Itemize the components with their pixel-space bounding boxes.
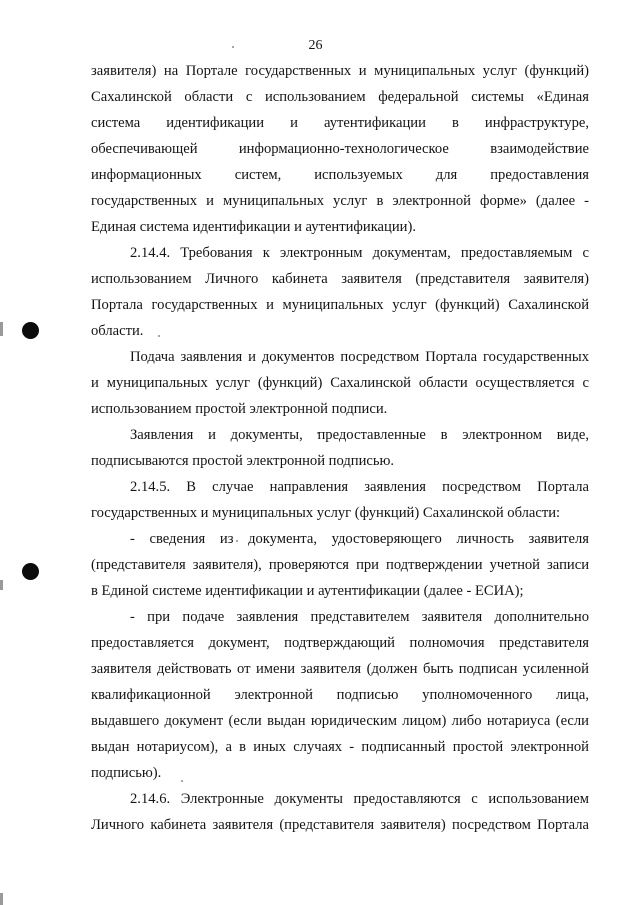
text-line: области. bbox=[91, 323, 144, 339]
text-line: Портала государственных и муниципальных услуг (функций) Сахалинской bbox=[91, 297, 589, 313]
page-number: 26 bbox=[308, 38, 323, 53]
text-line: Личного кабинета заявителя (представителя заявителя) посредством Портала bbox=[91, 817, 589, 833]
text-line: 2.14.6. Электронные документы предоставляются с использованием bbox=[130, 791, 589, 807]
binder-hole-top bbox=[22, 322, 39, 339]
text-line: информационных систем, используемых для предоставления bbox=[91, 167, 589, 183]
text-line: Единая система идентификации и аутентификации). bbox=[91, 219, 416, 235]
text-line: 2.14.5. В случае направления заявления посредством Портала bbox=[130, 479, 589, 495]
text-line: (представителя заявителя), проверяются при подтверждении учетной записи bbox=[91, 557, 589, 573]
body-text bbox=[91, 58, 589, 838]
text-line: выдан нотариусом), а в иных случаях - подписанный простой электронной bbox=[91, 739, 589, 755]
text-line: система идентификации и аутентификации в инфраструктуре, bbox=[91, 115, 589, 131]
text-line: заявителя действовать от имени заявителя (должен быть подписан усиленной bbox=[91, 661, 589, 677]
text-line: обеспечивающей информационно-технологическое взаимодействие bbox=[91, 141, 589, 157]
text-line: использованием Личного кабинета заявителя (представителя заявителя) bbox=[91, 271, 589, 287]
text-line: Заявления и документы, предоставленные в электронном виде, bbox=[130, 427, 589, 443]
scan-edge-mark bbox=[0, 322, 3, 336]
text-line: - сведения из документа, удостоверяющего личность заявителя bbox=[130, 531, 589, 547]
text-line: 2.14.4. Требования к электронным документам, предоставляемым с bbox=[130, 245, 589, 261]
scan-edge-mark bbox=[0, 580, 3, 590]
scan-speck bbox=[232, 46, 234, 48]
text-line: - при подаче заявления представителем заявителя дополнительно bbox=[130, 609, 589, 625]
text-line: Сахалинской области с использованием федеральной системы «Единая bbox=[91, 89, 589, 105]
text-line: и муниципальных услуг (функций) Сахалинской области осуществляется с bbox=[91, 375, 589, 391]
text-line: Подача заявления и документов посредством Портала государственных bbox=[130, 349, 589, 365]
text-line: использованием простой электронной подписи. bbox=[91, 401, 388, 417]
text-line: квалификационной электронной подписью уполномоченного лица, bbox=[91, 687, 589, 703]
text-line: государственных и муниципальных услуг в электронной форме» (далее - bbox=[91, 193, 589, 209]
binder-hole-bottom bbox=[22, 563, 39, 580]
text-line: подписью). bbox=[91, 765, 162, 781]
text-line: подписываются простой электронной подписью. bbox=[91, 453, 395, 469]
text-line: предоставляется документ, подтверждающий полномочия представителя bbox=[91, 635, 589, 651]
text-line: в Единой системе идентификации и аутентификации (далее - ЕСИА); bbox=[91, 583, 524, 599]
scan-edge-mark bbox=[0, 893, 3, 905]
text-line: выдавшего документ (если выдан юридическим лицом) либо нотариуса (если bbox=[91, 713, 589, 729]
text-line: заявителя) на Портале государственных и муниципальных услуг (функций) bbox=[91, 63, 589, 79]
text-line: государственных и муниципальных услуг (функций) Сахалинской области: bbox=[91, 505, 561, 521]
